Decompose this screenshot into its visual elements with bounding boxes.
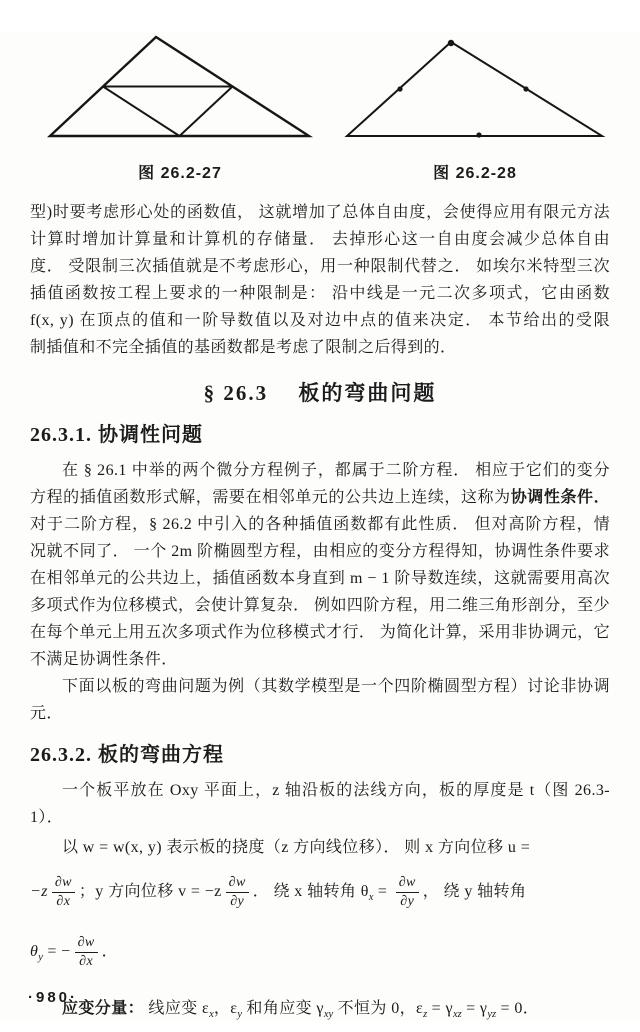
fraction-dw-dy bbox=[226, 875, 249, 910]
text-run: 线应变 ε bbox=[144, 1000, 210, 1018]
subscript: x bbox=[368, 892, 374, 904]
text-line: 计算时增加计算量和计算机的存储量． 去掉形心这一自由度会减少总体自由 bbox=[30, 231, 610, 248]
subscript: xz bbox=[452, 1009, 462, 1021]
paragraph-4 bbox=[30, 777, 610, 1032]
subsection-title: 协调性问题 bbox=[98, 424, 203, 446]
section-heading: § 26.3 板的弯曲问题 bbox=[203, 381, 437, 405]
fraction-denominator: ∂y bbox=[230, 893, 245, 909]
text-line: 元． bbox=[30, 705, 63, 722]
midline-right bbox=[180, 87, 233, 137]
text-run: = − bbox=[42, 943, 71, 961]
text-line: 在 § 26.1 中举的两个微分方程例子，都属于二阶方程． 相应于它们的变分 bbox=[62, 462, 610, 479]
figure-26-2-27 bbox=[34, 32, 326, 183]
strain-components-line bbox=[30, 993, 610, 1031]
paragraph-3 bbox=[30, 673, 610, 727]
right-midside-node bbox=[523, 86, 528, 91]
subsection-number: 26.3.2. bbox=[30, 744, 92, 766]
text-run: ；y 方向位移 v = −z bbox=[78, 883, 222, 900]
subscript: y bbox=[38, 952, 43, 964]
apex-node bbox=[448, 40, 454, 46]
math-run: θ bbox=[30, 943, 39, 961]
text-line: f(x, y) 在顶点的值和一阶导数值以及对边中点的值来决定． 本节给出的受限 bbox=[30, 312, 610, 329]
subscript: yz bbox=[487, 1009, 497, 1021]
subscript: z bbox=[423, 1009, 428, 1021]
text-line: 型)时要考虑形心处的函数值， 这就增加了总体自由度，会使得应用有限元方法 bbox=[30, 204, 610, 221]
formula-line-w-definition: 以 w = w(x, y) 表示板的挠度（z 方向线位移）． 则 x 方向位移 u = bbox=[62, 839, 531, 856]
text-run: ， 绕 y 轴转角 bbox=[422, 883, 527, 900]
text-line: 制插值和不完全插值的基函数都是考虑了限制之后得到的． bbox=[30, 339, 457, 356]
math-run: −z bbox=[30, 883, 48, 900]
subsection-heading-26-3-1 bbox=[30, 421, 610, 449]
figure-caption: 图 26.2-27 bbox=[138, 165, 222, 182]
text-run: ． bbox=[101, 943, 119, 961]
subsection-title: 板的弯曲方程 bbox=[98, 744, 224, 766]
figure-26-2-28 bbox=[344, 32, 606, 183]
paragraph-2 bbox=[30, 457, 610, 673]
subscript: y bbox=[237, 1009, 243, 1021]
figure-caption: 图 26.2-28 bbox=[433, 165, 517, 182]
left-midside-node bbox=[397, 86, 402, 91]
text-line: 不满足协调性条件． bbox=[30, 651, 178, 668]
text-line: 对于二阶方程，§ 26.2 中引入的各种插值函数都有此性质． 但对高阶方程，情 bbox=[30, 516, 610, 533]
fraction-dw-dx bbox=[75, 935, 98, 970]
text-line: 插值函数按工程上要求的一种限制是： 沿中线是一元二次多项式，它由函数 bbox=[30, 285, 610, 302]
text-line: 多项式作为位移模式，会使计算复杂． 例如四阶方程，用二维三角形剖分，至少 bbox=[30, 597, 610, 614]
text-line: 度． 受限制三次插值就是不考虑形心，用一种限制代替之． 如埃尔米特型三次 bbox=[30, 258, 610, 275]
fraction-denominator: ∂y bbox=[400, 893, 415, 909]
text-line: 下面以板的弯曲问题为例（其数学模型是一个四阶椭圆型方程）讨论非协调 bbox=[62, 678, 610, 695]
text-run: 方程的插值函数形式解，需要在相邻单元的公共边上连续，这称为 bbox=[30, 489, 511, 506]
emphasized-term: 协调性条件． bbox=[510, 489, 610, 506]
text-run: ，ε bbox=[213, 1000, 238, 1018]
text-line: 1）． bbox=[30, 809, 64, 826]
triangle-with-nodes-diagram bbox=[344, 32, 606, 144]
text-run: 不恒为 0，ε bbox=[333, 1000, 424, 1018]
text-line: 况就不同了． 一个 2m 阶椭圆型方程，由相应的变分方程得知，协调性条件要求 bbox=[30, 543, 610, 560]
fraction-numerator: ∂w bbox=[396, 875, 419, 893]
triangle bbox=[347, 42, 602, 136]
bottom-midside-node bbox=[476, 132, 481, 137]
fraction-dw-dy bbox=[396, 875, 419, 910]
subsection-number: 26.3.1. bbox=[30, 424, 92, 446]
subdivided-triangle-diagram bbox=[34, 32, 326, 144]
fraction-dw-dx bbox=[52, 875, 75, 910]
fraction-numerator: ∂w bbox=[52, 875, 75, 893]
text-run: = 0． bbox=[496, 1000, 540, 1018]
subsection-heading-26-3-2 bbox=[30, 741, 610, 769]
text-line: 在相邻单元的公共边上，插值函数本身直到 m − 1 阶导数连续，这就需要用高次 bbox=[30, 570, 610, 587]
text-run: = bbox=[373, 883, 392, 900]
fraction-numerator: ∂w bbox=[226, 875, 249, 893]
page-content bbox=[0, 32, 640, 1032]
formula-line-displacements bbox=[30, 865, 610, 925]
fraction-numerator: ∂w bbox=[75, 935, 98, 953]
figures-row bbox=[34, 32, 606, 183]
midline-left bbox=[103, 87, 180, 137]
formula-line-theta-y bbox=[30, 925, 610, 985]
text-run: = γ bbox=[427, 1000, 453, 1018]
text-run: 和角应变 γ bbox=[242, 1000, 324, 1018]
fraction-denominator: ∂x bbox=[79, 954, 94, 970]
subscript: x bbox=[209, 1009, 214, 1021]
fraction-denominator: ∂x bbox=[56, 893, 71, 909]
text-line bbox=[30, 484, 610, 511]
text-run: ． 绕 x 轴转角 θ bbox=[252, 883, 369, 900]
text-line: 在每个单元上用五次多项式作为位移模式才行． 为简化计算，采用非协调元，它 bbox=[30, 624, 610, 641]
page-number: ·980· bbox=[28, 989, 79, 1006]
subscript: xy bbox=[323, 1009, 334, 1021]
paragraph-1 bbox=[30, 199, 610, 361]
strain-lead-label: 应变分量： bbox=[62, 1000, 145, 1018]
text-run: = γ bbox=[461, 1000, 488, 1018]
book-page bbox=[0, 32, 640, 1020]
text-line: 一个板平放在 Oxy 平面上，z 轴沿板的法线方向，板的厚度是 t（图 26.3- bbox=[62, 782, 610, 799]
